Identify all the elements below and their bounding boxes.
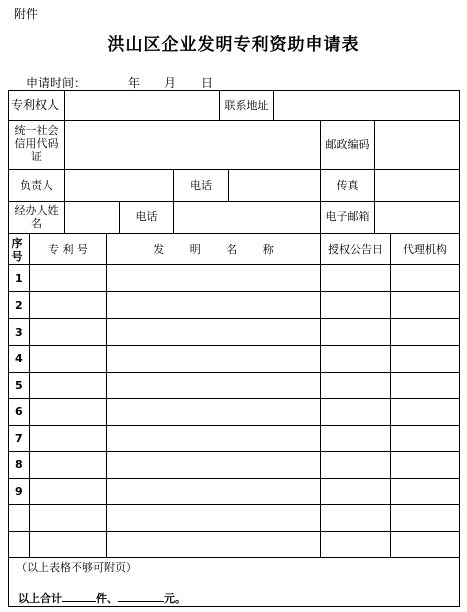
- grid-line: [8, 318, 460, 319]
- patentee-label: 专利权人: [11, 98, 60, 112]
- grid-line: [29, 233, 30, 557]
- total-prefix: 以上合计: [18, 592, 62, 605]
- footnote: （以上表格不够可附页）: [16, 561, 137, 574]
- email-label: 电子邮箱: [325, 210, 370, 223]
- grid-line: [374, 169, 375, 201]
- grid-line: [106, 233, 107, 557]
- grid-line: [8, 425, 460, 426]
- grid-line: [374, 120, 375, 169]
- patent-no-header: 专 利 号: [48, 243, 88, 256]
- grid-line: [8, 264, 460, 265]
- row-number: 8: [15, 458, 23, 471]
- total-unit-amount: 元。: [164, 592, 186, 605]
- grid-line: [8, 120, 460, 121]
- row-number: 2: [15, 299, 23, 312]
- grid-line: [8, 451, 460, 452]
- handler-name-label: 经办人姓名: [14, 204, 59, 230]
- grid-line: [173, 201, 174, 233]
- grid-line: [64, 90, 65, 120]
- fax-label: 传真: [336, 179, 359, 192]
- count-blank: [62, 592, 96, 602]
- row-number: 6: [15, 405, 23, 418]
- grid-line: [8, 557, 460, 558]
- grid-line: [8, 291, 460, 292]
- row-number: 7: [15, 432, 23, 445]
- grid-line: [8, 531, 460, 532]
- grid-line: [8, 90, 9, 607]
- row-number: 5: [15, 379, 23, 392]
- grid-line: [459, 90, 460, 607]
- grid-line: [8, 169, 460, 170]
- grid-line: [374, 201, 375, 233]
- grid-line: [8, 478, 460, 479]
- grid-line: [320, 233, 321, 557]
- phone2-label: 电话: [135, 210, 158, 223]
- postal-code-label: 邮政编码: [325, 138, 370, 151]
- attachment-label: 附件: [14, 7, 39, 21]
- apply-date-year: 年: [128, 76, 141, 90]
- invention-name-header: 发 明 名 称: [153, 243, 274, 256]
- grid-line: [8, 201, 460, 202]
- grid-line: [390, 233, 391, 557]
- grid-line: [8, 372, 460, 373]
- contact-address-label: 联系地址: [224, 99, 269, 112]
- grid-line: [228, 169, 229, 201]
- row-number: 1: [15, 272, 23, 285]
- grid-line: [8, 345, 460, 346]
- row-number: 4: [15, 352, 23, 365]
- agency-header: 代理机构: [403, 243, 447, 256]
- row-number: 3: [15, 326, 23, 339]
- total-line: [18, 590, 186, 606]
- amount-blank: [118, 592, 164, 602]
- responsible-person-label: 负责人: [20, 179, 53, 192]
- grid-line: [64, 120, 65, 169]
- apply-date-label: 申请时间：: [26, 76, 87, 90]
- seq-header: 序号: [11, 237, 23, 263]
- grid-line: [8, 504, 460, 505]
- grid-line: [64, 201, 65, 233]
- apply-date-day: 日: [201, 76, 214, 90]
- grid-line: [64, 169, 65, 201]
- grant-date-header: 授权公告日: [328, 243, 383, 256]
- form-title: 洪山区企业发明专利资助申请表: [107, 35, 360, 55]
- apply-date-month: 月: [164, 76, 177, 90]
- credit-code-label: 统一社会信用代码证: [14, 124, 59, 163]
- phone-label: 电话: [190, 179, 212, 192]
- grid-line: [8, 90, 460, 91]
- grid-line: [8, 606, 460, 607]
- grid-line: [273, 90, 274, 120]
- total-unit-count: 件、: [96, 592, 118, 605]
- row-number: 9: [15, 485, 23, 498]
- grid-line: [8, 233, 460, 234]
- grid-line: [8, 398, 460, 399]
